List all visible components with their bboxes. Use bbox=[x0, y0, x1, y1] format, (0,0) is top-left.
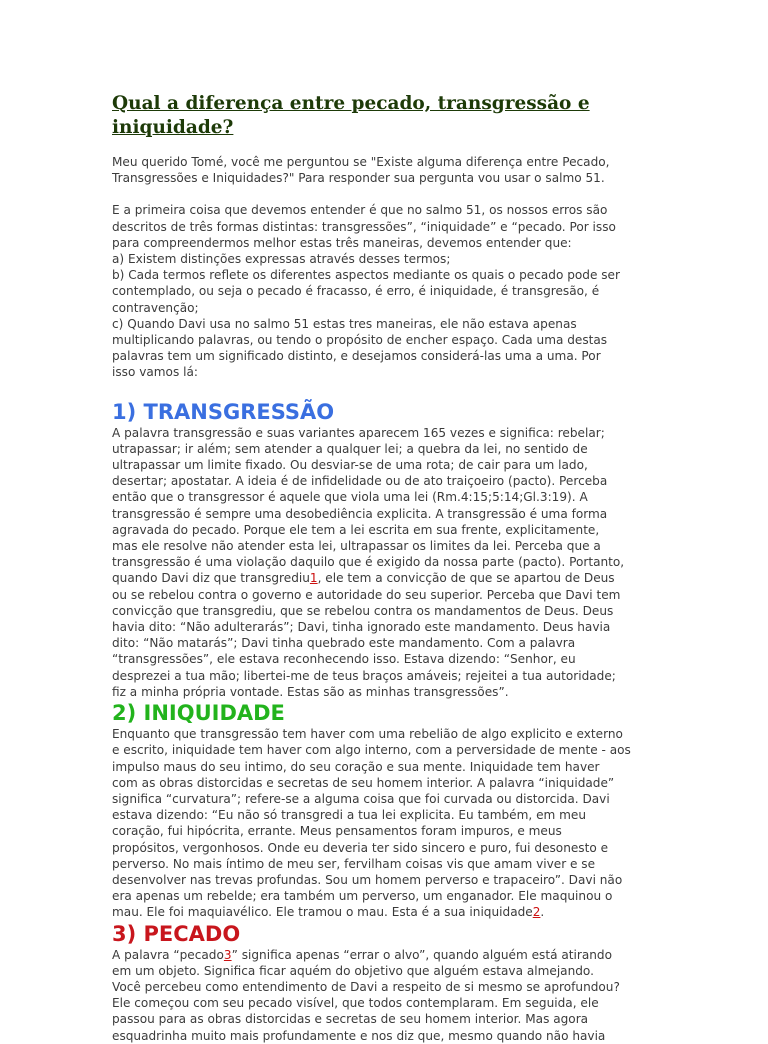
line-text: , ele tem a convicção de que se apartou de Deus bbox=[317, 571, 615, 586]
line-text: mau. Ele foi maquiavélico. Ele tramou o mau. Esta é a sua iniquidade bbox=[112, 905, 533, 920]
paragraph-line: Transgressões e Iniquidades?" Para responder sua pergunta vou usar o salmo 51. bbox=[112, 171, 605, 186]
paragraph-line: contemplado, ou seja o pecado é fracasso, é erro, é iniquidade, é transgresão, é bbox=[112, 284, 600, 299]
paragraph-line: propósitos, vergonhosos. Onde eu deveria ter sido sincero e puro, fui desonesto e bbox=[112, 840, 609, 855]
paragraph-line: transgressão é uma violação daquilo que é exigido da nossa parte (pacto). Portanto, bbox=[112, 555, 625, 570]
line-text: quando Davi diz que transgrediu bbox=[112, 571, 310, 586]
paragraph-line: b) Cada termos reflete os diferentes aspectos mediante os quais o pecado pode ser bbox=[112, 268, 620, 283]
paragraph-line: Enquanto que transgressão tem haver com uma rebelião de algo explicito e externo bbox=[112, 727, 623, 742]
paragraph-line: Ele começou com seu pecado visível, que todos contemplaram. Em seguida, ele bbox=[112, 996, 599, 1011]
footnote-link-1[interactable]: 1 bbox=[309, 571, 318, 586]
paragraph-line: esquadrinha muito mais profundamente e nos diz que, mesmo quando não havia bbox=[112, 1028, 606, 1043]
paragraph-line: descritos de três formas distintas: transgressões”, “iniquidade” e “pecado. Por isso bbox=[112, 219, 616, 234]
paragraph-line: desertar; apostatar. A ideia é de infidelidade ou de ato traiçoeiro (pacto). Perceba bbox=[112, 474, 608, 489]
paragraph-line: desprezei a tua mão; libertei-me de teus braços amáveis; rejeitei a tua autoridade; bbox=[112, 668, 616, 683]
paragraph-line: passou para as obras distorcidas e secretas de seu homem interior. Mas agora bbox=[112, 1012, 589, 1027]
paragraph-line-with-footnote bbox=[112, 570, 672, 586]
line-text: A palavra “pecado bbox=[112, 947, 224, 962]
section-heading-iniquidade: 2) INIQUIDADE bbox=[112, 701, 285, 726]
paragraph-line: desenvolver nas trevas profundas. Sou um homem perverso e trapaceiro”. Davi não bbox=[112, 872, 623, 887]
section-body-transgressao bbox=[112, 425, 672, 700]
paragraph-line-with-footnote bbox=[112, 904, 672, 920]
paragraph-line: c) Quando Davi usa no salmo 51 estas tres maneiras, ele não estava apenas bbox=[112, 316, 577, 331]
paragraph-line: perverso. No mais íntimo de meu ser, fervilham coisas vis que amam viver e se bbox=[112, 856, 596, 871]
paragraph-line: a) Existem distinções expressas através desses termos; bbox=[112, 252, 451, 267]
paragraph-line: ultrapassar um limite fixado. Ou desviar-se de uma rota; de cair para um lado, bbox=[112, 458, 588, 473]
paragraph-line: utrapassar; ir além; sem atender a qualquer lei; a quebra da lei, no sentido de bbox=[112, 441, 588, 456]
line-text: ” significa apenas “errar o alvo”, quando alguém está atirando bbox=[231, 947, 612, 962]
paragraph-line: Você percebeu como entendimento de Davi a respeito de si mesmo se aprofundou? bbox=[112, 979, 620, 994]
footnote-link-2[interactable]: 2 bbox=[532, 905, 541, 920]
paragraph-line: coração, fui hipócrita, errante. Meus pensamentos foram impuros, e meus bbox=[112, 824, 562, 839]
paragraph-line: multiplicando palavras, ou tendo o propósito de encher espaço. Cada uma destas bbox=[112, 333, 608, 348]
paragraph-line: palavras tem um significado distinto, e desejamos considerá-las uma a uma. Por bbox=[112, 349, 601, 364]
intro-paragraph bbox=[112, 154, 672, 186]
page-title: Qual a diferença entre pecado, transgressão e iniquidade? bbox=[112, 93, 590, 138]
paragraph-line: com as obras distorcidas e secretas de seu homem interior. A palavra “iniquidade” bbox=[112, 775, 615, 790]
paragraph-line-with-footnote bbox=[112, 947, 672, 963]
paragraph-line: impulso maus do seu intimo, do seu coração e sua mente. Iniquidade tem haver bbox=[112, 759, 600, 774]
paragraph-line: Meu querido Tomé, você me perguntou se "Existe alguma diferença entre Pecado, bbox=[112, 155, 610, 169]
paragraph-line: era apenas um rebelde; era também um perverso, um enganador. Ele maquinou o bbox=[112, 889, 613, 904]
paragraph-line: agravada do pecado. Porque ele tem a lei escrita em sua frente, explicitamente, bbox=[112, 522, 600, 537]
paragraph-line: E a primeira coisa que devemos entender é que no salmo 51, os nossos erros são bbox=[112, 203, 608, 218]
paragraph-line: havia dito: “Não adulterarás”; Davi, tinha ignorado este mandamento. Deus havia bbox=[112, 620, 611, 635]
explanation-paragraph bbox=[112, 202, 672, 380]
paragraph-line: contravenção; bbox=[112, 300, 199, 315]
section-body-iniquidade bbox=[112, 726, 672, 920]
paragraph-line: mas ele resolve não atender esta lei, ultrapassar os limites da lei. Perceba que a bbox=[112, 539, 601, 554]
paragraph-line: isso vamos lá: bbox=[112, 365, 198, 380]
paragraph-line: estava dizendo: “Eu não só transgredi a tua lei explicita. Eu também, em meu bbox=[112, 808, 587, 823]
paragraph-line: ou se rebelou contra o governo e autoridade do seu superior. Perceba que Davi tem bbox=[112, 587, 621, 602]
paragraph-line: significa “curvatura”; refere-se a alguma coisa que foi curvada ou distorcida. Davi bbox=[112, 791, 610, 806]
paragraph-line: dito: “Não matarás”; Davi tinha quebrado este mandamento. Com a palavra bbox=[112, 636, 576, 651]
paragraph-line: em um objeto. Significa ficar aquém do objetivo que alguém estava almejando. bbox=[112, 963, 594, 978]
paragraph-line: “transgressões”, ele estava reconhecendo isso. Estava dizendo: “Senhor, eu bbox=[112, 652, 576, 667]
paragraph-line: fiz a minha própria vontade. Estas são as minhas transgressões”. bbox=[112, 684, 509, 699]
document bbox=[112, 92, 672, 1044]
paragraph-line: A palavra transgressão e suas variantes aparecem 165 vezes e significa: rebelar; bbox=[112, 425, 605, 440]
section-heading-pecado: 3) PECADO bbox=[112, 921, 241, 946]
paragraph-line: transgressão é sempre uma desobediência explicita. A transgressão é uma forma bbox=[112, 506, 608, 521]
section-heading-transgressao: 1) TRANSGRESSÃO bbox=[112, 399, 335, 424]
paragraph-line: para compreendermos melhor estas três maneiras, devemos entender que: bbox=[112, 235, 572, 250]
paragraph-line: então que o transgressor é aquele que viola uma lei (Rm.4:15;5:14;Gl.3:19). A bbox=[112, 490, 588, 505]
paragraph-line: e escrito, iniquidade tem haver com algo interno, com a perversidade de mente - aos bbox=[112, 743, 631, 758]
section-body-pecado bbox=[112, 947, 672, 1044]
footnote-link-3[interactable]: 3 bbox=[223, 947, 232, 962]
paragraph-line: convicção que transgrediu, que se rebelou contra os mandamentos de Deus. Deus bbox=[112, 603, 614, 618]
line-text: . bbox=[540, 905, 545, 920]
